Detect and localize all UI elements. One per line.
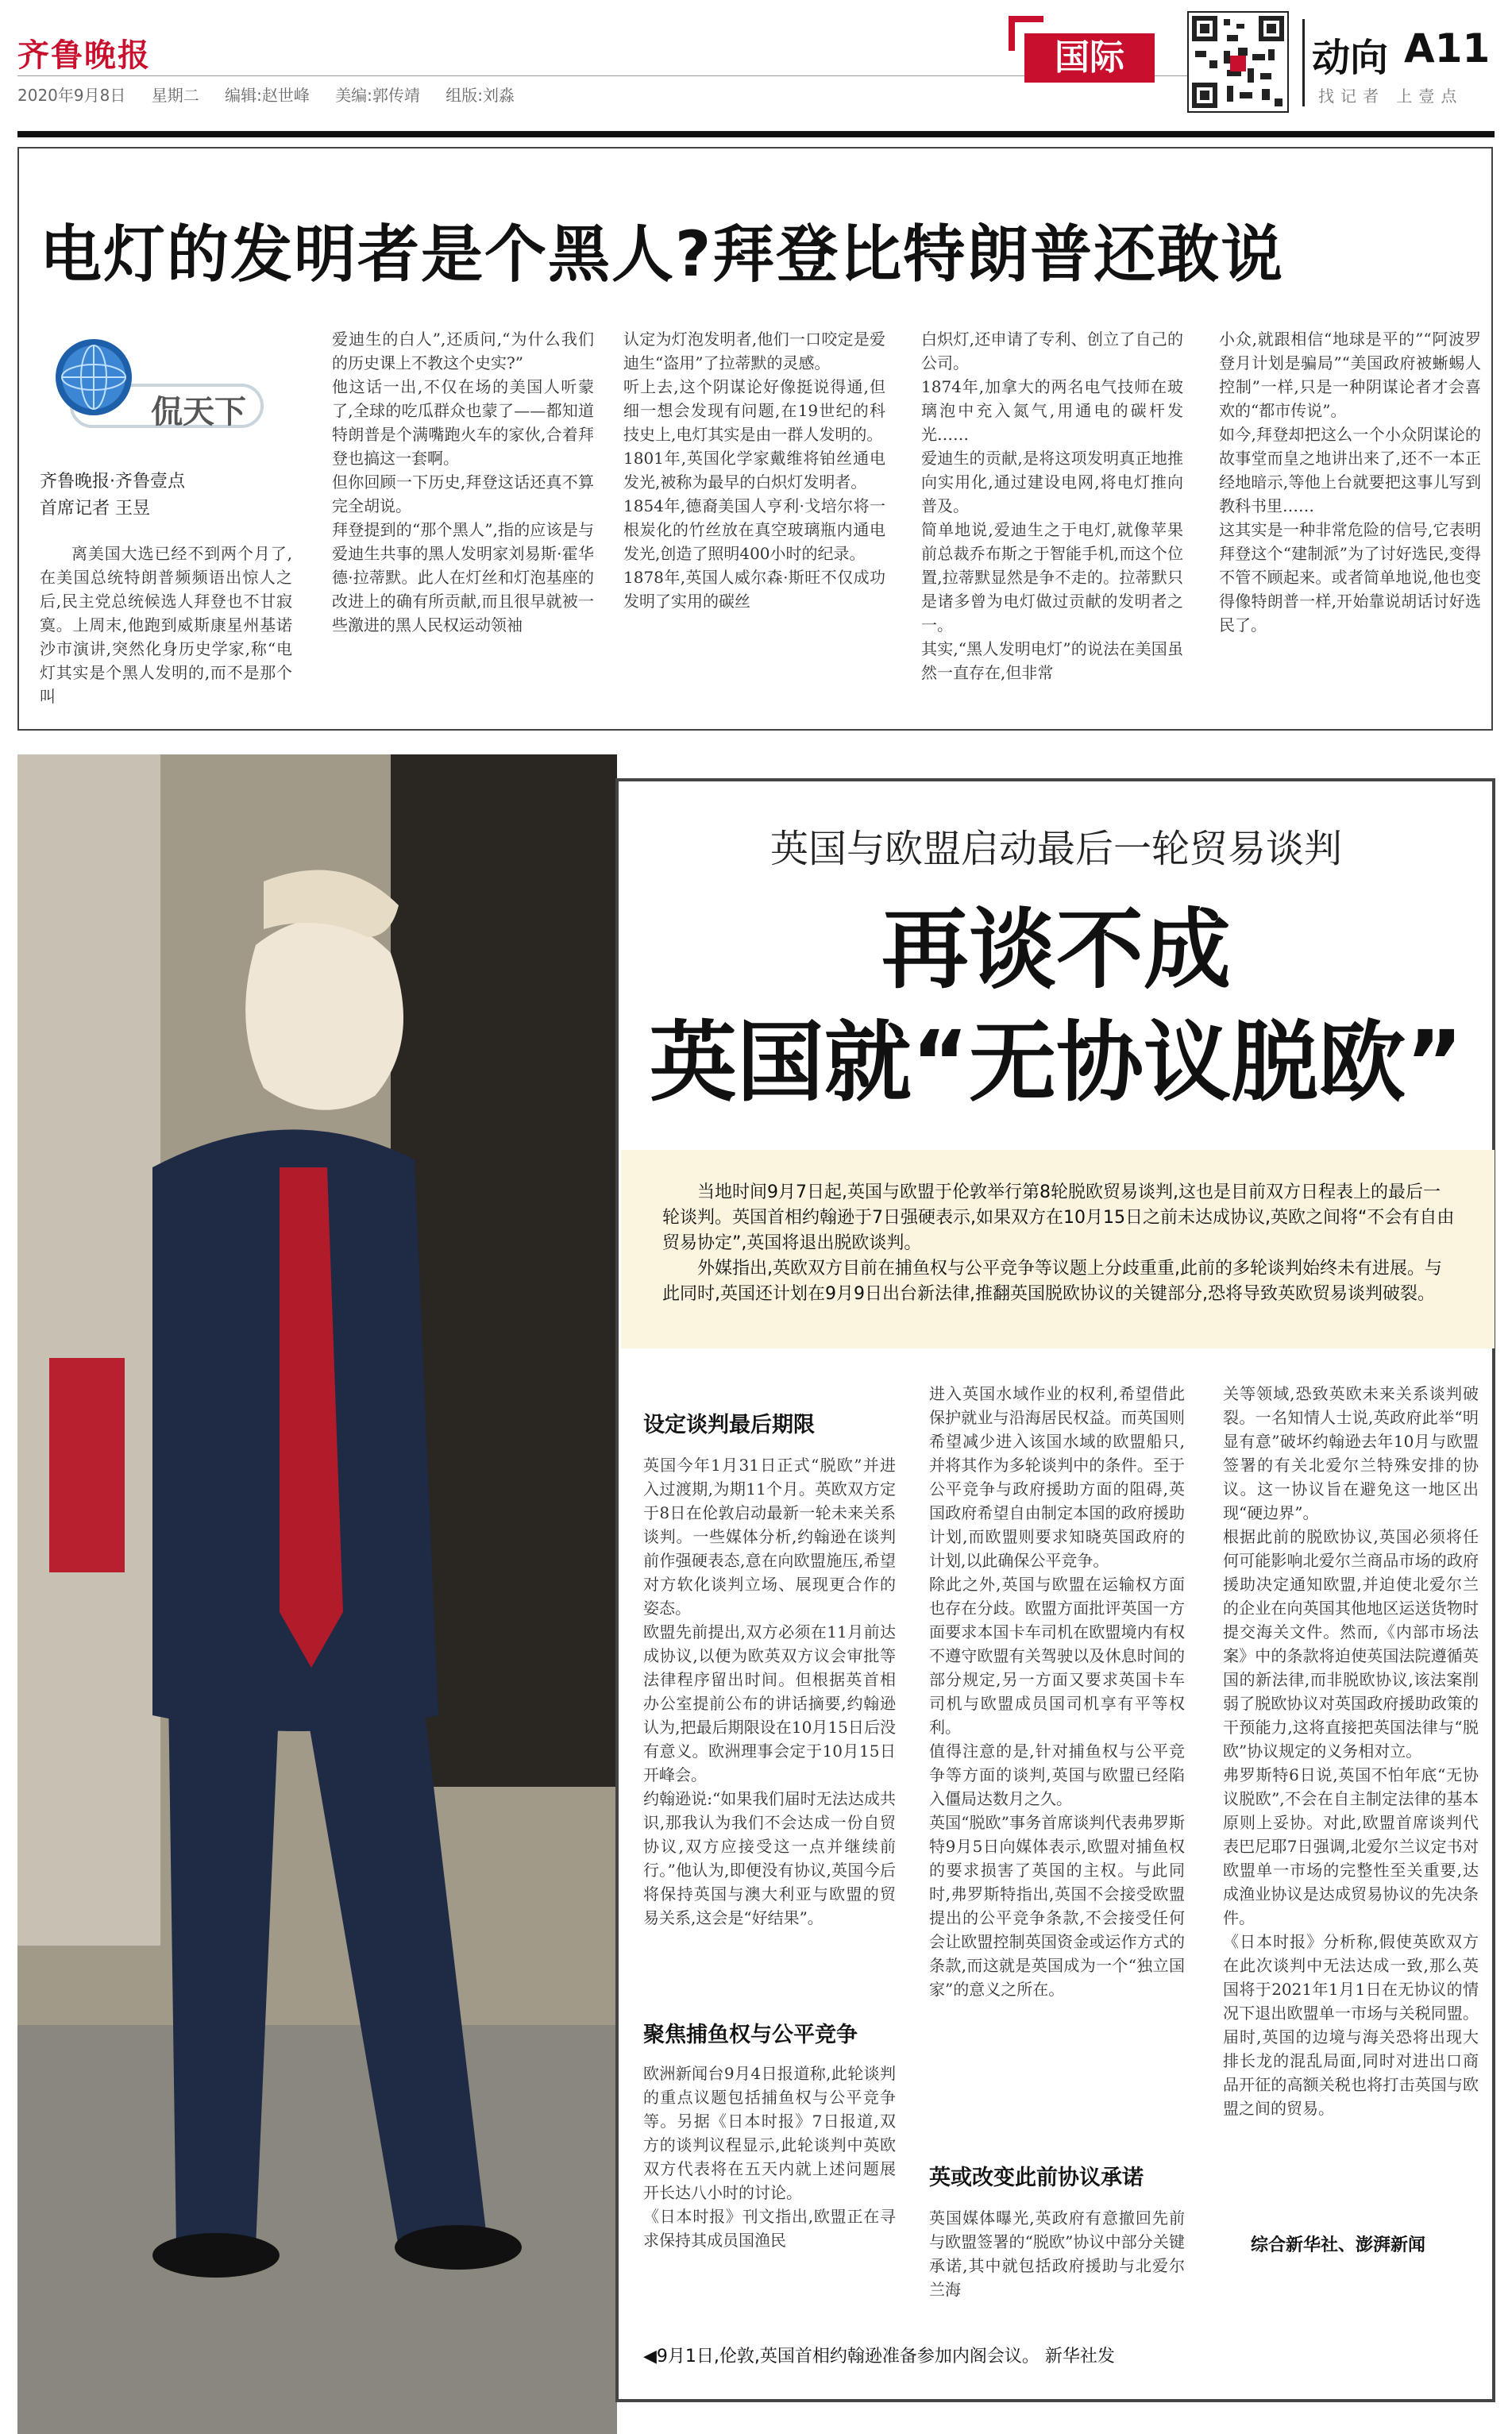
story1-col4: 白炽灯,还申请了专利、创立了自己的公司。 1874年,加拿大的两名电气技师在玻璃泡中充入氮气,用通电的碳杆发光…… 爱迪生的贡献,是将这项发明真正地推向实用化,通过建设电网,将电灯推向普及。 简单地说,爱迪生之于电灯,就像苹果前总裁乔布斯之于智能手机,而这个位置,拉蒂默显然是争不走的。拉蒂默只是诸多曾为电灯做过贡献的发明者之一。 其实,“黑人发明电灯”的说法在美国虽然一直存在,但非常 <box>921 330 1183 682</box>
masthead-rule <box>17 131 1495 137</box>
page-number: A11 <box>1404 25 1491 71</box>
story2-headline-line1[interactable]: 再谈不成 <box>881 899 1231 1001</box>
story1-col3: 认定为灯泡发明者,他们一口咬定是爱迪生“盗用”了拉蒂默的灵感。 听上去,这个阴谋论好像挺说得通,但细一想会发现有问题,在19世纪的科技史上,电灯其实是由一群人发明的。 1801年,英国化学家戴维将铂丝通电发光,被称为最早的白炽灯发明者。 1854年,德裔美国人亨利·戈培尔将一根炭化的竹丝放在真空玻璃瓶内通电发光,创造了照明400小时的纪录。 1878年,英国人威尔森·斯旺不仅成功发明了实用的碳丝 <box>623 330 885 611</box>
story1-byline <box>40 469 185 523</box>
editor: 编辑:赵世峰 <box>225 86 310 105</box>
news-photo <box>17 754 617 2434</box>
subhead-fishing: 聚焦捕鱼权与公平竞争 <box>643 2023 858 2047</box>
story1-headline[interactable]: 电灯的发明者是个黑人?拜登比特朗普还敢说 <box>40 219 1285 291</box>
qr-code[interactable] <box>1187 11 1289 113</box>
story2-col3: 关等领域,恐致英欧未来关系谈判破裂。一名知情人士说,英政府此举“明显有意”破坏约翰逊去年10月与欧盟签署的有关北爱尔兰特殊安排的协议。这一协议旨在避免这一地区出现“硬边界”。 根据此前的脱欧协议,英国必须将任何可能影响北爱尔兰商品市场的政府援助决定通知欧盟,并迫使北爱尔兰的企业在向英国其他地区运送货物时提交海关文件。然而,《内部市场法案》中的条款将迫使英国法院遵循英国的新法律,而非脱欧协议,该法案削弱了脱欧协议对英国政府援助政策的干预能力,这将直接把英国法律与“脱欧”协议规定的义务相对立。 弗罗斯特6日说,英国不怕年底“无协议脱欧”,不会在自主制定法律的基本原则上妥协。对此,欧盟首席谈判代表巴尼耶7日强调,北爱尔兰议定书对欧盟单一市场的完整性至关重要,达成渔业协议是达成贸易协议的先决条件。 《日本时报》分析称,假使英欧双方在此次谈判中无法达成一致,那么英国将于2021年1月1日在无协议的情况下退出欧盟单一市场与关税同盟。届时,英国的边境与海关恐将出现大排长龙的混乱局面,同时对进出口商品开征的高额关税也将打击英国与欧盟之间的贸易。 <box>1223 1384 1479 2118</box>
summary-paragraph-1: 当地时间9月7日起,英国与欧盟于伦敦举行第8轮脱欧贸易谈判,这也是目前双方日程表上的最后一轮谈判。英国首相约翰逊于7日强硬表示,如果双方在10月15日之前未达成协议,英欧之间将“不会有自由贸易协定”,英国将退出脱欧谈判。 <box>662 1182 1455 1253</box>
designer: 美编:郭传靖 <box>335 86 420 105</box>
reporter-hotline: 找记者 上壹点 <box>1318 87 1464 106</box>
proofreader: 组版:刘淼 <box>446 86 515 105</box>
newspaper-logo: 齐鲁晚报 <box>17 37 151 74</box>
subhead-commitment: 英或改变此前协议承诺 <box>929 2166 1144 2190</box>
byline-reporter: 首席记者 王昱 <box>40 499 150 519</box>
story2-summary <box>621 1150 1495 1348</box>
story1-col1: 离美国大选已经不到两个月了,在美国总统特朗普频频语出惊人之后,民主党总统候选人拜登也不甘寂寞。上周末,他跑到威斯康星州基诺沙市演讲,突然化身历史学家,称“电灯其实是个黑人发明的,而不是那个叫 <box>40 544 292 706</box>
story2-col2a: 进入英国水域作业的权利,希望借此保护就业与沿海居民权益。而英国则希望减少进入该国水域的欧盟船只,并将其作为多轮谈判中的条件。至于公平竞争与政府援助方面的阻碍,英国政府希望自由制定本国的政府援助计划,而欧盟则要求知晓英国政府的计划,以此确保公平竞争。 除此之外,英国与欧盟在运输权方面也存在分歧。欧盟方面批评英国一方面要求本国卡车司机在欧盟境内有权不遵守欧盟有关驾驶以及休息时间的部分规定,另一方面又要求英国卡车司机与欧盟成员国司机享有平等权利。 值得注意的是,针对捕鱼权与公平竞争等方面的谈判,英国与欧盟已经陷入僵局达数月之久。 英国“脱欧”事务首席谈判代表弗罗斯特9月5日向媒体表示,欧盟对捕鱼权的要求损害了英国的主权。与此同时,弗罗斯特指出,英国不会接受欧盟提出的公平竞争条款,不会接受任何会让欧盟控制英国资金或运作方式的条款,而这就是英国成为一个“独立国家”的意义之所在。 <box>929 1384 1185 1999</box>
section-tag <box>1009 16 1159 89</box>
byline-org: 齐鲁晚报·齐鲁壹点 <box>40 472 185 492</box>
story2-col1a: 英国今年1月31日正式“脱欧”并进入过渡期,为期11个月。英欧双方定于8日在伦敦启动最新一轮未来关系谈判。一些媒体分析,约翰逊在谈判前作强硬表态,意在向欧盟施压,希望对方软化谈判立场、展现更合作的姿态。 欧盟先前提出,双方必须在11月前达成协议,以便为欧英双方议会审批等法律程序留出时间。但根据英首相办公室提前公布的讲话摘要,约翰逊认为,把最后期限设在10月15日后没有意义。欧洲理事会定于10月15日开峰会。 约翰逊说:“如果我们届时无法达成共识,那我认为我们不会达成一份自贸协议,双方应接受这一点并继续前行。”他认为,即便没有协议,英国今后将保持英国与澳大利亚与欧盟的贸易关系,这会是“好结果”。 <box>643 1456 896 1927</box>
story2-credit: 综合新华社、澎湃新闻 <box>1251 2235 1426 2255</box>
section-tag-label: 国际 <box>1024 33 1155 83</box>
story1-col2: 爱迪生的白人”,还质问,“为什么我们的历史课上不教这个史实?” 他这话一出,不仅在场的美国人听蒙了,全球的吃瓜群众也蒙了——都知道特朗普是个满嘴跑火车的家伙,合着拜登也搞这一套啊。 但你回顾一下历史,拜登这话还真不算完全胡说。 拜登提到的“那个黑人”,指的应该是与爱迪生共事的黑人发明家刘易斯·霍华德·拉蒂默。此人在灯丝和灯泡基座的改进上的确有所贡献,而且很早就被一些激进的黑人民权运动领袖 <box>332 330 594 635</box>
weekday: 星期二 <box>151 86 199 105</box>
story2-kicker: 英国与欧盟启动最后一轮贸易谈判 <box>770 827 1342 871</box>
section-name: 动向 <box>1312 36 1389 80</box>
story1-col5: 小众,就跟相信“地球是平的”“阿波罗登月计划是骗局”“美国政府被蜥蜴人控制”一样,只是一种阴谋论者才会喜欢的“都市传说”。 如今,拜登却把这么一个小众阴谋论的故事堂而皇之地讲出来了,还不一本正经地暗示,等他上台就要把这事儿写到教科书里…… 这其实是一种非常危险的信号,它表明拜登这个“建制派”为了讨好选民,变得不管不顾起来。或者简单地说,他也变得像特朗普一样,开始靠说胡话讨好选民了。 <box>1219 330 1481 635</box>
column-logo-text: 侃天下 <box>151 394 246 430</box>
story2-col1b: 欧洲新闻台9月4日报道称,此轮谈判的重点议题包括捕鱼权与公平竞争等。另据《日本时报》7日报道,双方的谈判议程显示,此轮谈判中英欧双方代表将在五天内就上述问题展开长达八小时的讨论。 《日本时报》刊文指出,欧盟正在寻求保持其成员国渔民 <box>643 2064 896 2250</box>
column-logo <box>40 338 278 433</box>
story2-col2b: 英国媒体曝光,英政府有意撤回先前与欧盟签署的“脱欧”协议中部分关键承诺,其中就包括政府援助与北爱尔兰海 <box>929 2208 1185 2299</box>
issue-date: 2020年9月8日 <box>17 86 126 105</box>
photo-caption: ◀9月1日,伦敦,英国首相约翰逊准备参加内阁会议。 新华社发 <box>643 2347 1115 2366</box>
story2-headline-line2[interactable]: 英国就“无协议脱欧” <box>649 1012 1464 1113</box>
summary-paragraph-2: 外媒指出,英欧双方目前在捕鱼权与公平竞争等议题上分歧重重,此前的多轮谈判始终未有进展。与此同时,英国还计划在9月9日出台新法律,推翻英国脱欧协议的关键部分,恐将导致英欧贸易谈判破裂。 <box>662 1259 1442 1304</box>
subhead-deadline: 设定谈判最后期限 <box>643 1413 815 1437</box>
header-divider <box>1302 19 1305 106</box>
dateline <box>17 83 535 106</box>
